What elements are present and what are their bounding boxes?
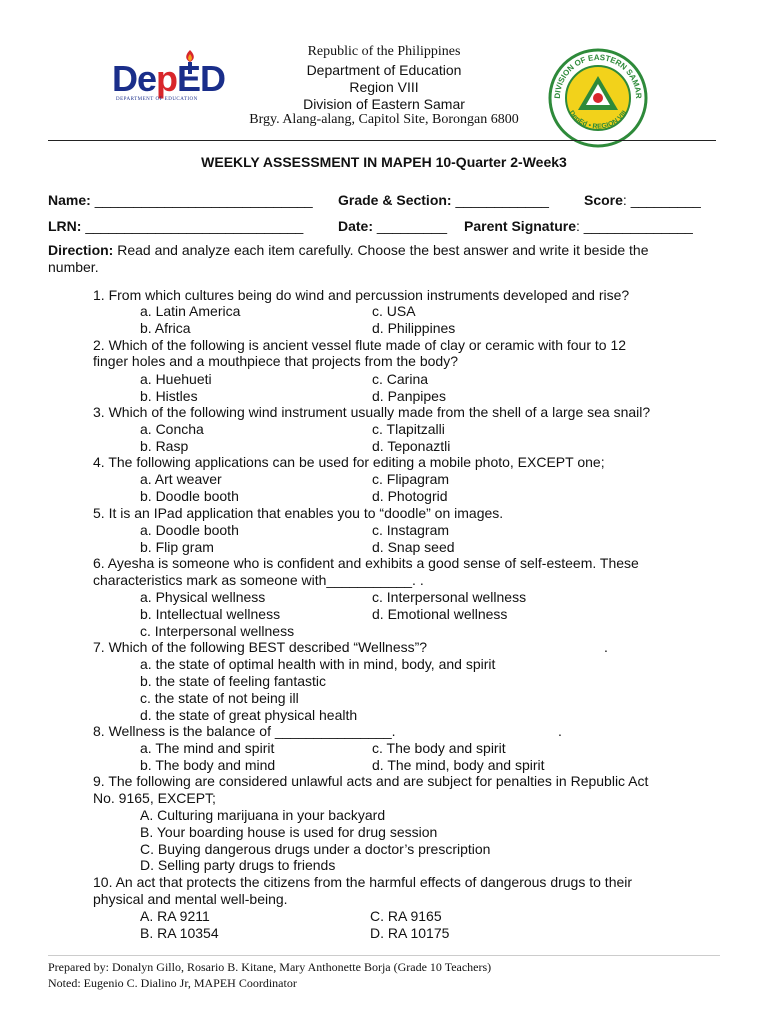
name-row xyxy=(48,192,313,208)
name-field[interactable]: ____________________________ xyxy=(94,192,313,208)
parent-signature-field[interactable]: : ______________ xyxy=(576,218,693,234)
prepared-by: Prepared by: Donalyn Gillo, Rosario B. Kitane, Mary Anthonette Borja (Grade 10 Teachers) xyxy=(48,960,492,974)
question-8-dot: . xyxy=(558,723,562,739)
option-4b: b. Doodle booth xyxy=(140,488,239,504)
score-field[interactable]: : _________ xyxy=(622,192,701,208)
svg-text:DepEd • REGION VIII: DepEd • REGION VIII xyxy=(567,109,629,131)
option-6c: c. Interpersonal wellness xyxy=(372,589,527,605)
svg-text:DIVISION OF EASTERN SAMAR: DIVISION OF EASTERN SAMAR xyxy=(552,52,644,99)
grade-row xyxy=(338,192,549,208)
parent-signature-label: Parent Signature xyxy=(464,218,577,234)
grade-section-field[interactable]: ____________ xyxy=(455,192,549,208)
date-field[interactable]: _________ xyxy=(376,218,447,234)
footer-divider xyxy=(48,955,720,956)
option-8c: c. The body and spirit xyxy=(372,740,506,756)
option-2b: b. Histles xyxy=(140,388,198,404)
direction-line-2: number. xyxy=(48,259,99,275)
option-7a: a. the state of optimal health with in mind, body, and spirit xyxy=(140,656,496,672)
option-3c: c. Tlapitzalli xyxy=(372,421,445,437)
lrn-row xyxy=(48,218,303,234)
question-2-cont: finger holes and a mouthpiece that projects from the body? xyxy=(93,353,458,369)
option-1d: d. Philippines xyxy=(372,320,456,336)
document-header xyxy=(0,0,768,140)
option-5b: b. Flip gram xyxy=(140,539,214,555)
option-10d: D. RA 10175 xyxy=(370,925,450,941)
question-6-cont: characteristics mark as someone with___________. . xyxy=(93,572,424,588)
republic-line: Republic of the Philippines xyxy=(307,44,461,59)
header-divider xyxy=(48,140,716,141)
question-1: 1. From which cultures being do wind and percussion instruments developed and rise? xyxy=(93,287,630,303)
date-row xyxy=(338,218,447,234)
lrn-field[interactable]: ____________________________ xyxy=(85,218,304,234)
direction-line-1: Direction: Read and analyze each item carefully. Choose the best answer and write it beside the xyxy=(48,242,649,258)
noted-by: Noted: Eugenio C. Dialino Jr, MAPEH Coordinator xyxy=(48,976,297,990)
question-9: 9. The following are considered unlawful acts and are subject for penalties in Republic Act xyxy=(93,773,649,789)
question-2: 2. Which of the following is ancient vessel flute made of clay or ceramic with four to 12 xyxy=(93,337,627,353)
question-10: 10. An act that protects the citizens from the harmful effects of dangerous drugs to their xyxy=(93,874,633,890)
deped-subtitle: DEPARTMENT OF EDUCATION xyxy=(116,97,198,102)
option-8b: b. The body and mind xyxy=(140,757,276,773)
option-4c: c. Flipagram xyxy=(372,471,450,487)
option-7b: b. the state of feeling fantastic xyxy=(140,673,327,689)
assessment-title: WEEKLY ASSESSMENT IN MAPEH 10-Quarter 2-Week3 xyxy=(201,154,567,170)
question-5: 5. It is an IPad application that enables you to “doodle” on images. xyxy=(93,505,504,521)
department-line: Department of Education xyxy=(306,62,462,78)
option-2d: d. Panpipes xyxy=(372,388,446,404)
option-6b: b. Intellectual wellness xyxy=(140,606,281,622)
option-4d: d. Photogrid xyxy=(372,488,448,504)
question-6: 6. Ayesha is someone who is confident and exhibits a good sense of self-esteem. These xyxy=(93,555,639,571)
division-line: Division of Eastern Samar xyxy=(303,96,465,112)
name-label: Name: xyxy=(48,192,95,208)
option-10b: B. RA 10354 xyxy=(140,925,219,941)
lrn-label: LRN: xyxy=(48,218,86,234)
option-5c: c. Instagram xyxy=(372,522,450,538)
option-5a: a. Doodle booth xyxy=(140,522,239,538)
option-1a: a. Latin America xyxy=(140,303,241,319)
option-1c: c. USA xyxy=(372,303,416,319)
question-4: 4. The following applications can be used for editing a mobile photo, EXCEPT one; xyxy=(93,454,605,470)
option-9d: D. Selling party drugs to friends xyxy=(140,857,336,873)
option-4a: a. Art weaver xyxy=(140,471,222,487)
option-7d: d. the state of great physical health xyxy=(140,707,358,723)
option-2a: a. Huehueti xyxy=(140,371,212,387)
option-3a: a. Concha xyxy=(140,421,204,437)
parent-signature-row xyxy=(464,218,693,234)
score-label: Score xyxy=(584,192,623,208)
option-1b: b. Africa xyxy=(140,320,191,336)
option-9c: C. Buying dangerous drugs under a doctor’s prescription xyxy=(140,841,491,857)
question-9-cont: No. 9165, EXCEPT; xyxy=(93,790,216,806)
grade-section-label: Grade & Section: xyxy=(338,192,456,208)
option-3d: d. Teponaztli xyxy=(372,438,451,454)
question-3: 3. Which of the following wind instrument usually made from the shell of a large sea snail? xyxy=(93,404,651,420)
option-6d: d. Emotional wellness xyxy=(372,606,508,622)
option-10c: C. RA 9165 xyxy=(370,908,442,924)
region-line: Region VIII xyxy=(349,79,419,95)
deped-wordmark: DepED xyxy=(112,58,226,99)
question-7: 7. Which of the following BEST described “Wellness”? xyxy=(93,639,428,655)
score-row xyxy=(584,192,701,208)
option-9b: B. Your boarding house is used for drug session xyxy=(140,824,438,840)
option-10a: A. RA 9211 xyxy=(140,908,210,924)
option-2c: c. Carina xyxy=(372,371,429,387)
address-line: Brgy. Alang-alang, Capitol Site, Borongan 6800 xyxy=(249,112,519,127)
option-6e: c. Interpersonal wellness xyxy=(140,623,295,639)
option-3b: b. Rasp xyxy=(140,438,189,454)
direction-label: Direction: xyxy=(48,242,114,258)
option-9a: A. Culturing marijuana in your backyard xyxy=(140,807,386,823)
option-6a: a. Physical wellness xyxy=(140,589,266,605)
division-seal xyxy=(548,48,648,148)
date-label: Date: xyxy=(338,218,377,234)
question-8: 8. Wellness is the balance of _______________. xyxy=(93,723,396,739)
question-7-dot: . xyxy=(604,639,608,655)
question-10-cont: physical and mental well-being. xyxy=(93,891,288,907)
option-8d: d. The mind, body and spirit xyxy=(372,757,545,773)
option-8a: a. The mind and spirit xyxy=(140,740,275,756)
option-5d: d. Snap seed xyxy=(372,539,455,555)
option-7c: c. the state of not being ill xyxy=(140,690,299,706)
